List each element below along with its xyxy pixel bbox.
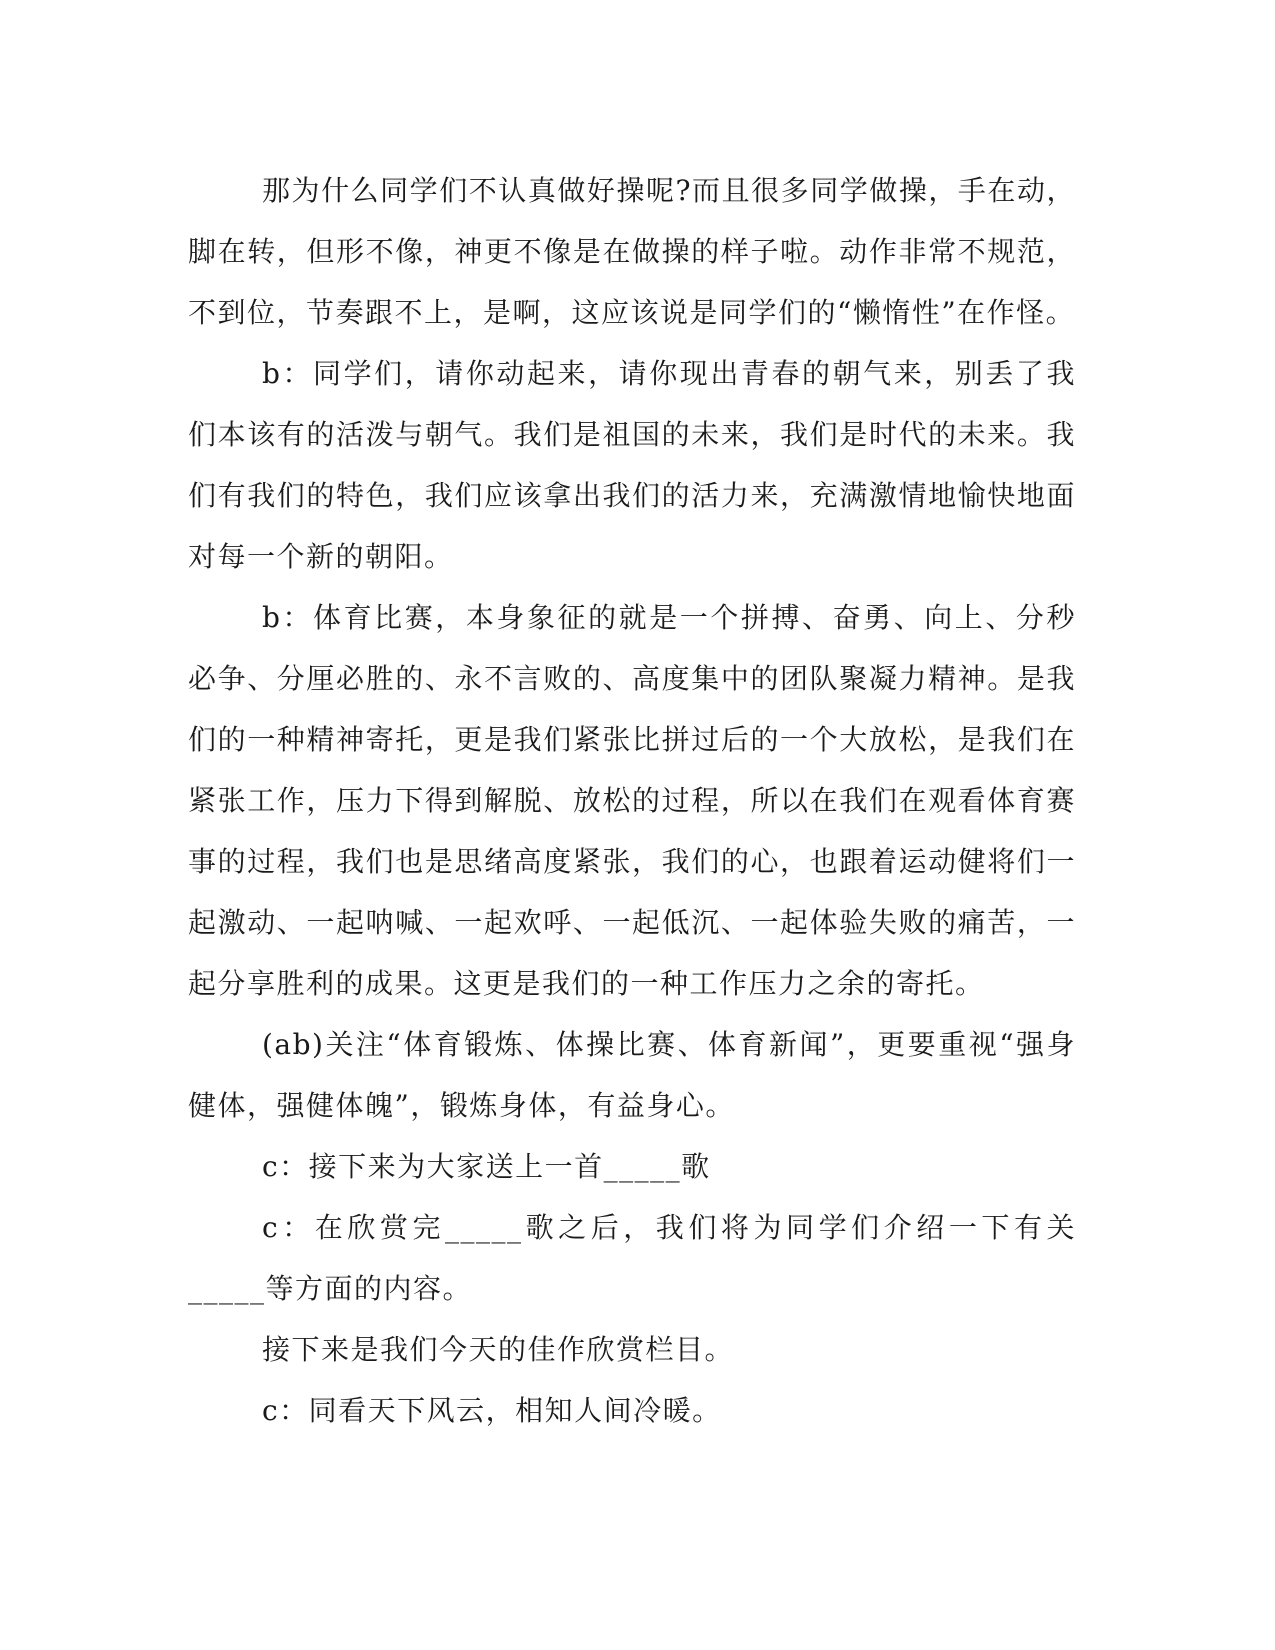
paragraph-b-youthful-energy: b：同学们，请你动起来，请你现出青春的朝气来，别丢了我们本该有的活泼与朝气。我们是祖国的未来，我们是时代的未来。我们有我们的特色，我们应该拿出我们的活力来，充满激情地愉快地面对每一个新的朝阳。 xyxy=(188,357,1076,573)
paragraph-featured-works: 接下来是我们今天的佳作欣赏栏目。 xyxy=(262,1333,735,1366)
paragraph-ab-attention: (ab)关注“体育锻炼、体操比赛、体育新闻”，更要重视“强身健体，强健体魄”，锻炼身体，有益身心。 xyxy=(188,1028,1076,1122)
paragraph-exercise-attitude: 那为什么同学们不认真做好操呢?而且很多同学做操，手在动，脚在转，但形不像，神更不像是在做操的样子啦。动作非常不规范，不到位，节奏跟不上，是啊，这应该说是同学们的“懒惰性”在作怪。 xyxy=(188,174,1076,329)
document-body xyxy=(188,160,1076,1441)
paragraph-b-sports-spirit: b：体育比赛，本身象征的就是一个拼搏、奋勇、向上、分秒必争、分厘必胜的、永不言败的、高度集中的团队聚凝力精神。是我们的一种精神寄托，更是我们紧张比拼过后的一个大放松，是我们在紧张工作，压力下得到解脱、放松的过程，所以在我们在观看体育赛事的过程，我们也是思绪高度紧张，我们的心，也跟着运动健将们一起激动、一起呐喊、一起欢呼、一起低沉、一起体验失败的痛苦，一起分享胜利的成果。这更是我们的一种工作压力之余的寄托。 xyxy=(188,601,1076,1000)
paragraph-c-world-news: c：同看天下风云，相知人间冷暖。 xyxy=(262,1394,722,1427)
paragraph-c-after-song: c：在欣赏完_____歌之后，我们将为同学们介绍一下有关_____等方面的内容。 xyxy=(188,1211,1076,1305)
paragraph-c-song-intro: c：接下来为大家送上一首_____歌 xyxy=(262,1150,711,1183)
